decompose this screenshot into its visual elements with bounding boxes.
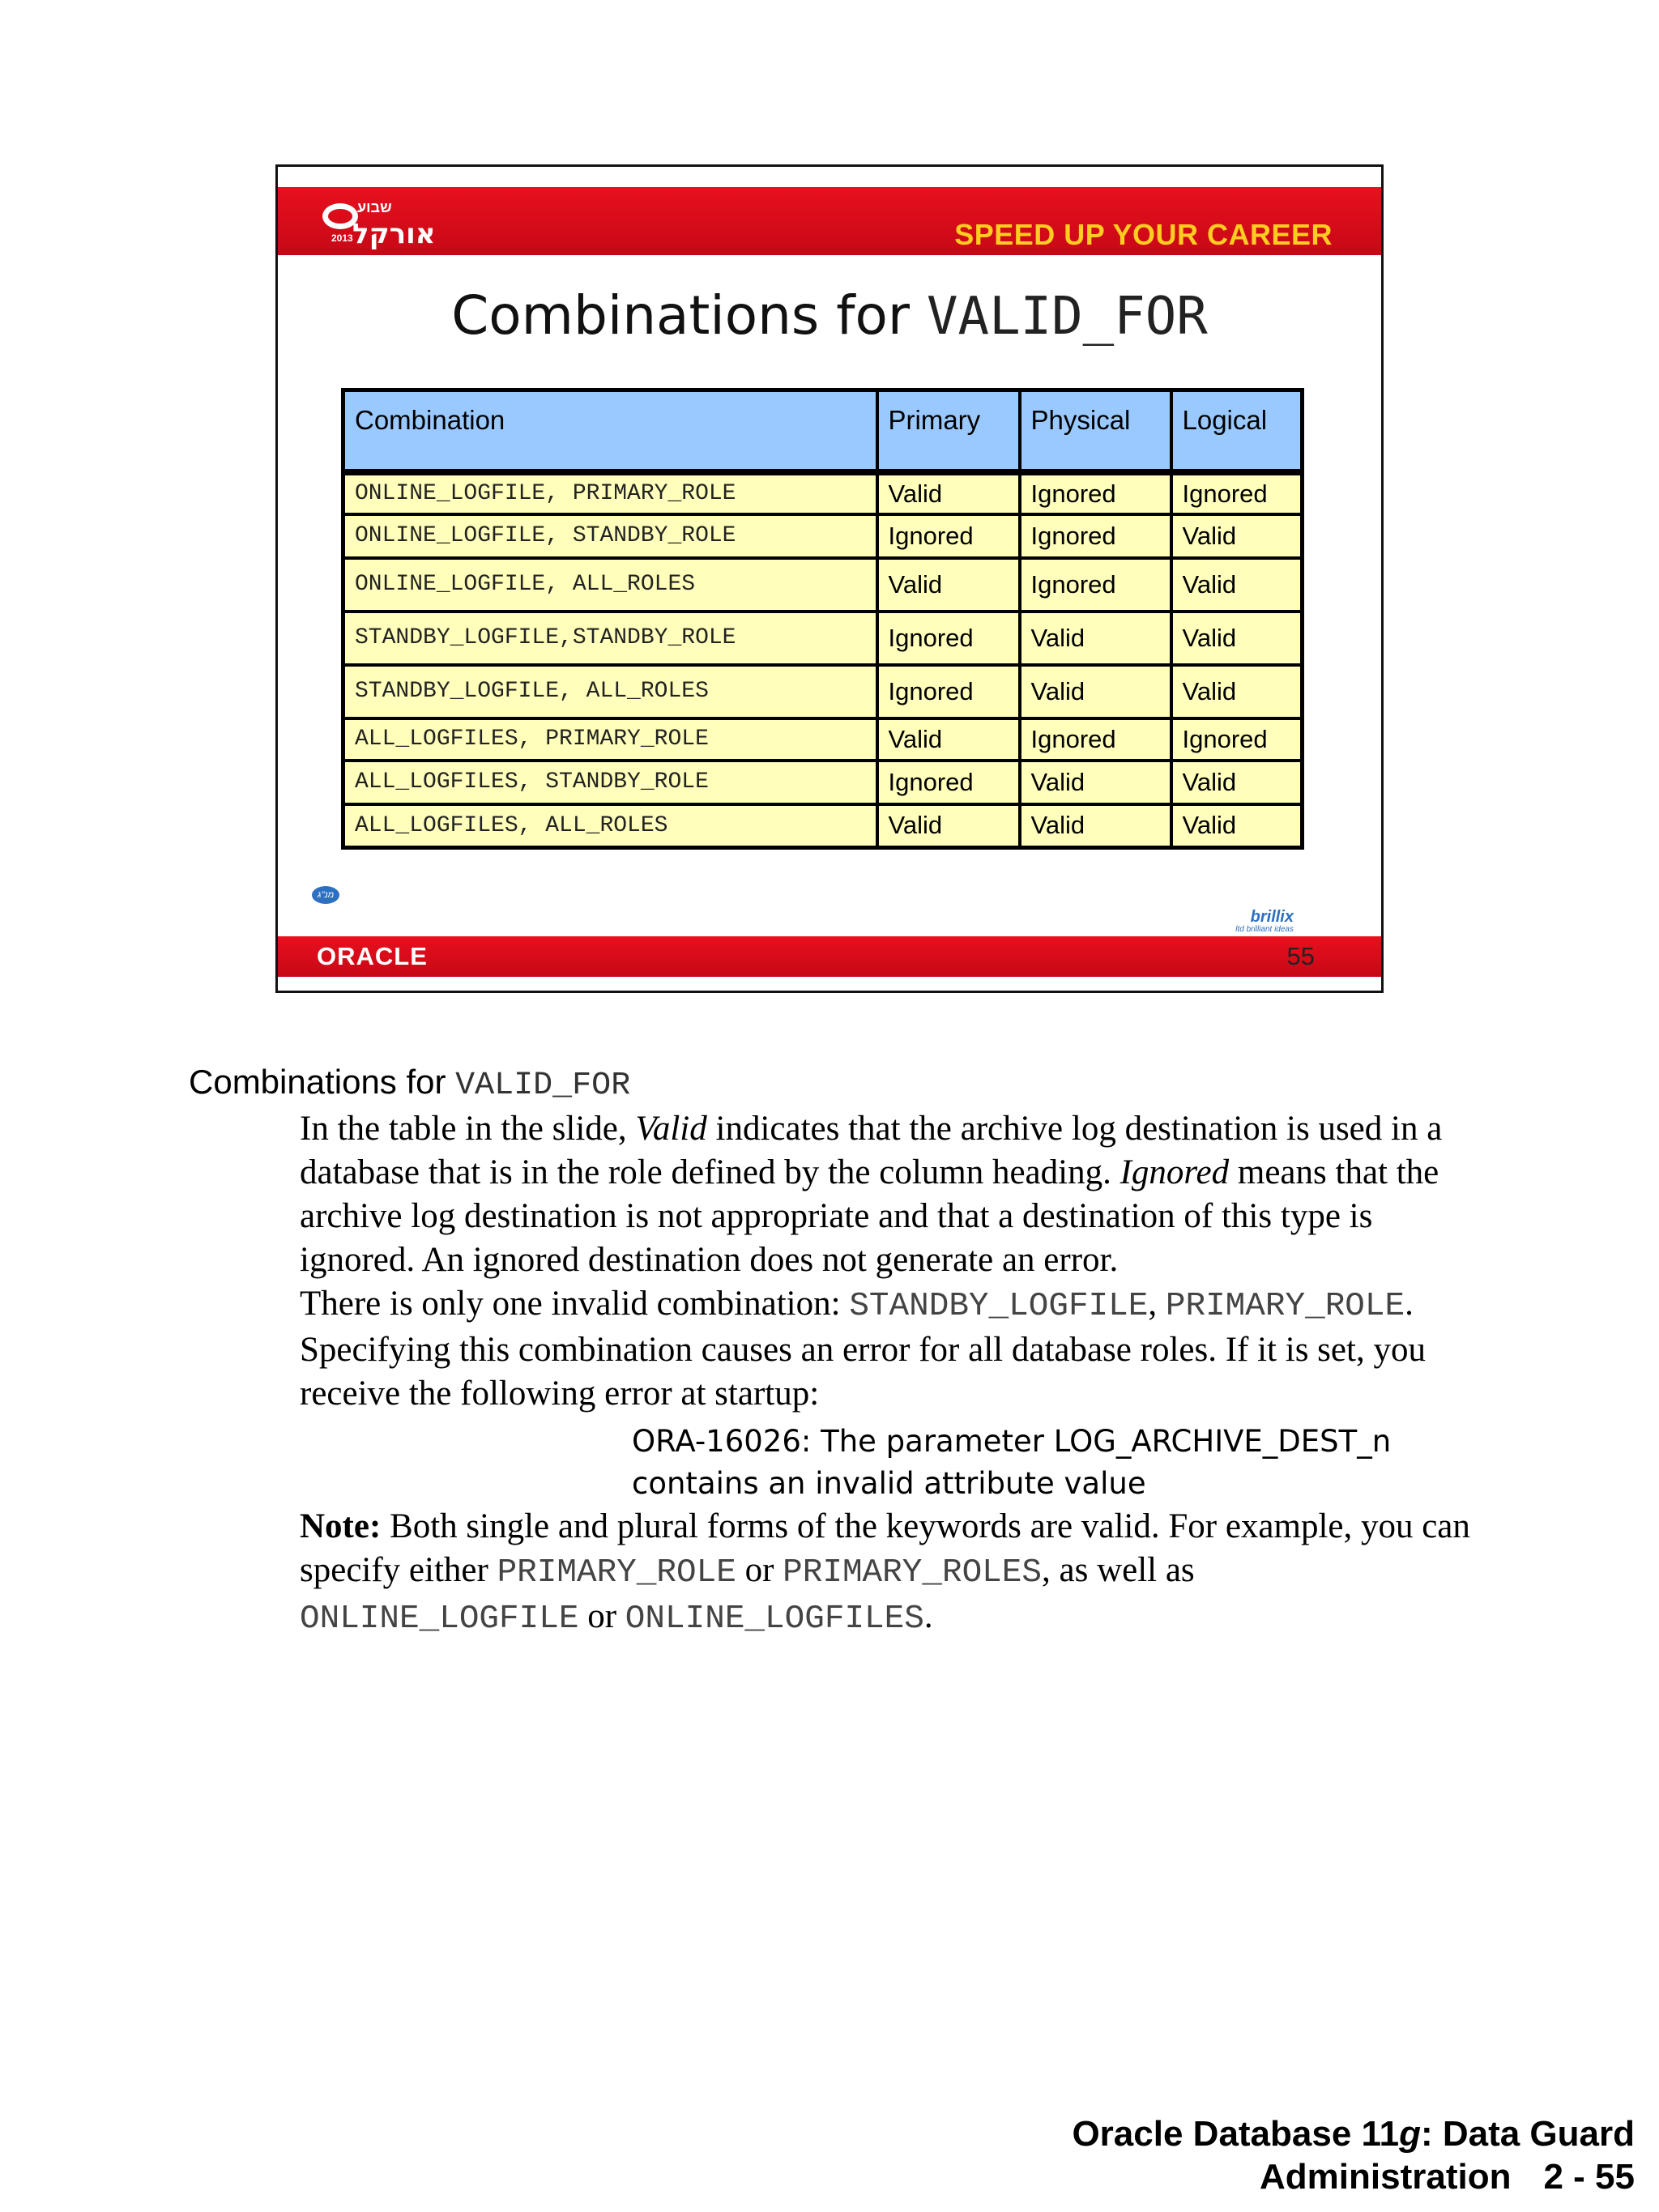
column-header-logical: Logical (1171, 390, 1303, 472)
table-row (343, 718, 1303, 761)
notes-heading-code: VALID_FOR (455, 1068, 631, 1104)
notes-body (300, 1107, 1474, 1641)
slide-title-code: VALID_FOR (927, 287, 1208, 347)
role-status-cell: Valid (877, 804, 1020, 848)
text: , as well as (1042, 1551, 1195, 1589)
error-message (632, 1416, 1474, 1505)
notes-heading-prefix: Combinations for (189, 1063, 456, 1101)
logo-hebrew-main: אורקל (352, 218, 436, 250)
role-status-cell: Valid (1020, 804, 1171, 848)
table-row (343, 558, 1303, 612)
slide-footer-band (278, 936, 1381, 977)
role-status-cell: Valid (1171, 558, 1303, 612)
column-header-physical: Physical (1020, 390, 1171, 472)
footer-page-number: 2 - 55 (1543, 2157, 1635, 2197)
text: means that the archive log destination is not appropriate and that a destination of this type is ignored. An ignored destination does not generate an error. (300, 1153, 1439, 1279)
role-status-cell: Ignored (877, 761, 1020, 804)
text: . (923, 1597, 933, 1635)
notes-paragraph-2 (300, 1282, 1474, 1416)
role-status-cell: Ignored (1020, 514, 1171, 558)
role-status-cell: Ignored (1020, 472, 1171, 514)
role-status-cell: Valid (1020, 612, 1171, 665)
valid-for-table (341, 388, 1304, 850)
table-header-row (343, 390, 1303, 472)
code-term: PRIMARY_ROLE (497, 1554, 736, 1592)
role-status-cell: Valid (1020, 761, 1171, 804)
brillix-logo-sub: ltd brilliant ideas (1235, 925, 1294, 934)
error-line-2: contains an invalid attribute value (632, 1466, 1146, 1501)
table-row (343, 761, 1303, 804)
slide-image (275, 164, 1384, 993)
combination-cell: ALL_LOGFILES, ALL_ROLES (343, 804, 877, 848)
code-term: STANDBY_LOGFILE (849, 1288, 1149, 1325)
notes-paragraph-1 (300, 1107, 1474, 1282)
text: indicates that the archive log destination is used in a database that is in the role defined by the column heading. (300, 1110, 1443, 1191)
column-header-combination: Combination (343, 390, 877, 472)
table-row (343, 612, 1303, 665)
logo-year: 2013 (331, 232, 353, 244)
role-status-cell: Valid (1171, 804, 1303, 848)
term-ignored: Ignored (1120, 1153, 1230, 1191)
notes-paragraph-3 (300, 1505, 1474, 1641)
slide-tagline: SPEED UP YOUR CAREER (954, 218, 1333, 251)
text: Both single and plural forms of the keywords are valid. For example, you can specify either (300, 1507, 1470, 1589)
code-term: ONLINE_LOGFILES (625, 1600, 924, 1638)
combination-cell: ALL_LOGFILES, PRIMARY_ROLE (343, 718, 877, 761)
role-status-cell: Ignored (877, 665, 1020, 718)
footer-line-2 (1072, 2155, 1635, 2198)
role-status-cell: Ignored (877, 612, 1020, 665)
table-row (343, 665, 1303, 718)
combination-cell: ALL_LOGFILES, STANDBY_ROLE (343, 761, 877, 804)
combination-cell: ONLINE_LOGFILE, ALL_ROLES (343, 558, 877, 612)
combination-cell: STANDBY_LOGFILE,STANDBY_ROLE (343, 612, 877, 665)
text: In the table in the slide, (300, 1110, 636, 1148)
table-row (343, 514, 1303, 558)
role-status-cell: Valid (877, 718, 1020, 761)
term-valid: Valid (635, 1110, 707, 1148)
role-status-cell: Valid (1171, 612, 1303, 665)
role-status-cell: Ignored (1020, 718, 1171, 761)
role-status-cell: Ignored (1020, 558, 1171, 612)
role-status-cell: Valid (1171, 665, 1303, 718)
slide-page-number: 55 (1286, 942, 1315, 970)
combination-cell: ONLINE_LOGFILE, PRIMARY_ROLE (343, 472, 877, 514)
slide-title (278, 284, 1381, 347)
notes-heading (189, 1063, 630, 1104)
text: . Specifying this combination causes an error for all database roles. If it is set, you receive the following error at startup: (300, 1285, 1426, 1413)
role-status-cell: Ignored (1171, 472, 1303, 514)
role-status-cell: Valid (1171, 761, 1303, 804)
brillix-logo: brillix (1250, 908, 1294, 926)
footer-line-1 (1072, 2112, 1635, 2155)
table-row (343, 804, 1303, 848)
code-term: PRIMARY_ROLE (1165, 1288, 1405, 1325)
text: There is only one invalid combination: (300, 1285, 850, 1323)
combination-cell: STANDBY_LOGFILE, ALL_ROLES (343, 665, 877, 718)
role-status-cell: Ignored (1171, 718, 1303, 761)
text: or (578, 1597, 625, 1635)
error-line-1: ORA-16026: The parameter LOG_ARCHIVE_DEST_n (632, 1424, 1392, 1459)
slide-header-band (278, 187, 1381, 255)
role-status-cell: Ignored (877, 514, 1020, 558)
footer-text: Administration (1260, 2157, 1512, 2197)
code-term: PRIMARY_ROLES (783, 1554, 1042, 1592)
text: or (736, 1551, 783, 1589)
role-status-cell: Valid (1171, 514, 1303, 558)
note-label: Note: (300, 1507, 382, 1545)
footer-text-italic: g (1399, 2114, 1421, 2154)
slide-title-prefix: Combinations for (451, 284, 927, 347)
footer-text: Oracle Database 11 (1072, 2114, 1400, 2154)
side-badge-icon: מנ"ג (312, 886, 339, 904)
page-footer (1072, 2112, 1635, 2198)
footer-text: : Data Guard (1420, 2114, 1635, 2154)
role-status-cell: Valid (877, 558, 1020, 612)
table-row (343, 472, 1303, 514)
logo-hebrew-top: שבוע (357, 199, 392, 215)
code-term: ONLINE_LOGFILE (300, 1600, 579, 1638)
role-status-cell: Valid (1020, 665, 1171, 718)
role-status-cell: Valid (877, 472, 1020, 514)
combination-cell: ONLINE_LOGFILE, STANDBY_ROLE (343, 514, 877, 558)
column-header-primary: Primary (877, 390, 1020, 472)
text: , (1148, 1285, 1166, 1323)
oracle-logo: ORACLE (317, 942, 428, 970)
